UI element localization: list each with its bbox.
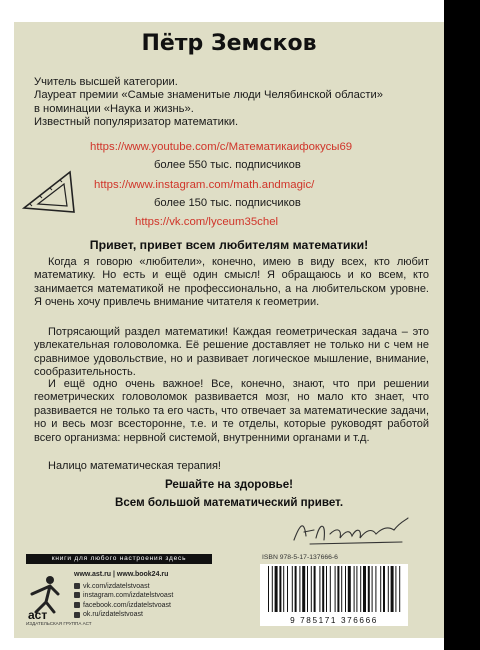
bio-line: Известный популяризатор математики. — [34, 116, 239, 129]
book-spine — [444, 0, 480, 650]
paragraph: Налицо математическая терапия! — [48, 460, 221, 472]
signature-icon — [290, 514, 412, 548]
triangle-ruler-icon — [20, 168, 78, 216]
facebook-icon — [74, 602, 80, 608]
vk-icon — [74, 583, 80, 589]
closing-line: Всем большой математический привет. — [114, 496, 344, 509]
contact-instagram[interactable] — [74, 591, 173, 601]
contact-ok[interactable] — [74, 610, 173, 620]
contact-vk[interactable] — [74, 582, 173, 592]
vk-link[interactable]: https://vk.com/lyceum35chel — [135, 216, 279, 228]
youtube-subscribers: более 550 тыс. подписчиков — [154, 159, 301, 171]
tagline: книги для любого настроения здесь — [51, 555, 187, 562]
publisher-label: ИЗДАТЕЛЬСКАЯ ГРУППА АСТ — [26, 621, 92, 626]
contact-vk-label: vk.com/izdatelstvoast — [83, 582, 150, 590]
barcode-bars — [260, 566, 408, 616]
ok-icon — [74, 612, 80, 618]
instagram-subscribers: более 150 тыс. подписчиков — [154, 197, 301, 209]
instagram-link[interactable]: https://www.instagram.com/math.andmagic/ — [94, 179, 315, 191]
paragraph: И ещё одно очень важное! Все, конечно, знают, что при решении геометрических головоломок развивается мозг, но мало кто знает, что развивается не только та его часть, что отвечает за математические задачи, но и весь мозг всесторонне, т.е. и те отделы, которые руководят работой всего организма: нервной системой, внутренними органами и т.д. — [34, 378, 429, 444]
paragraph: Потрясающий раздел математики! Каждая геометрическая задача – это увлекательная головоломка. Её решение доставляет не только ни с чем не сравнимое удовольствие, но и развивает логическое мышление, внимание, сообразительность. — [34, 326, 429, 379]
contact-facebook-label: facebook.com/izdatelstvoast — [83, 601, 171, 609]
isbn: ISBN 978-5-17-137666-6 — [262, 554, 338, 561]
paragraph: Когда я говорю «любители», конечно, имею в виду всех, кто любит математику. Но есть и ещё один смысл! Я обращаюсь и ко всем, кто занимается математикой не профессионально, а на любительском уровне. Я очень хочу привлечь внимание читателя к геометрии. — [34, 256, 429, 309]
contact-facebook[interactable] — [74, 601, 173, 611]
contacts-list — [74, 570, 173, 620]
barcode-digits: 9 785171 376666 — [290, 616, 378, 625]
bio-line: Лауреат премии «Самые знаменитые люди Челябинской области» — [34, 89, 383, 102]
author-name: Пётр Земсков — [141, 31, 317, 56]
tagline-bar — [26, 554, 212, 564]
publisher-logo-text: аст — [28, 608, 48, 622]
instagram-icon — [74, 592, 80, 598]
greeting-heading: Привет, привет всем любителям математики! — [89, 238, 369, 252]
author-bio — [34, 76, 429, 130]
back-cover — [14, 22, 444, 638]
closing-line: Решайте на здоровье! — [164, 478, 294, 491]
youtube-link[interactable]: https://www.youtube.com/c/Математикаифокусы69 — [90, 141, 353, 153]
bio-line: Учитель высшей категории. — [34, 76, 178, 88]
barcode — [260, 564, 408, 626]
contact-ok-label: ok.ru/izdatelstvoast — [83, 611, 143, 619]
websites[interactable]: www.ast.ru | www.book24.ru — [74, 571, 169, 578]
contact-instagram-label: instagram.com/izdatelstvoast — [83, 592, 174, 600]
bio-line: в номинации «Наука и жизнь». — [34, 102, 194, 115]
